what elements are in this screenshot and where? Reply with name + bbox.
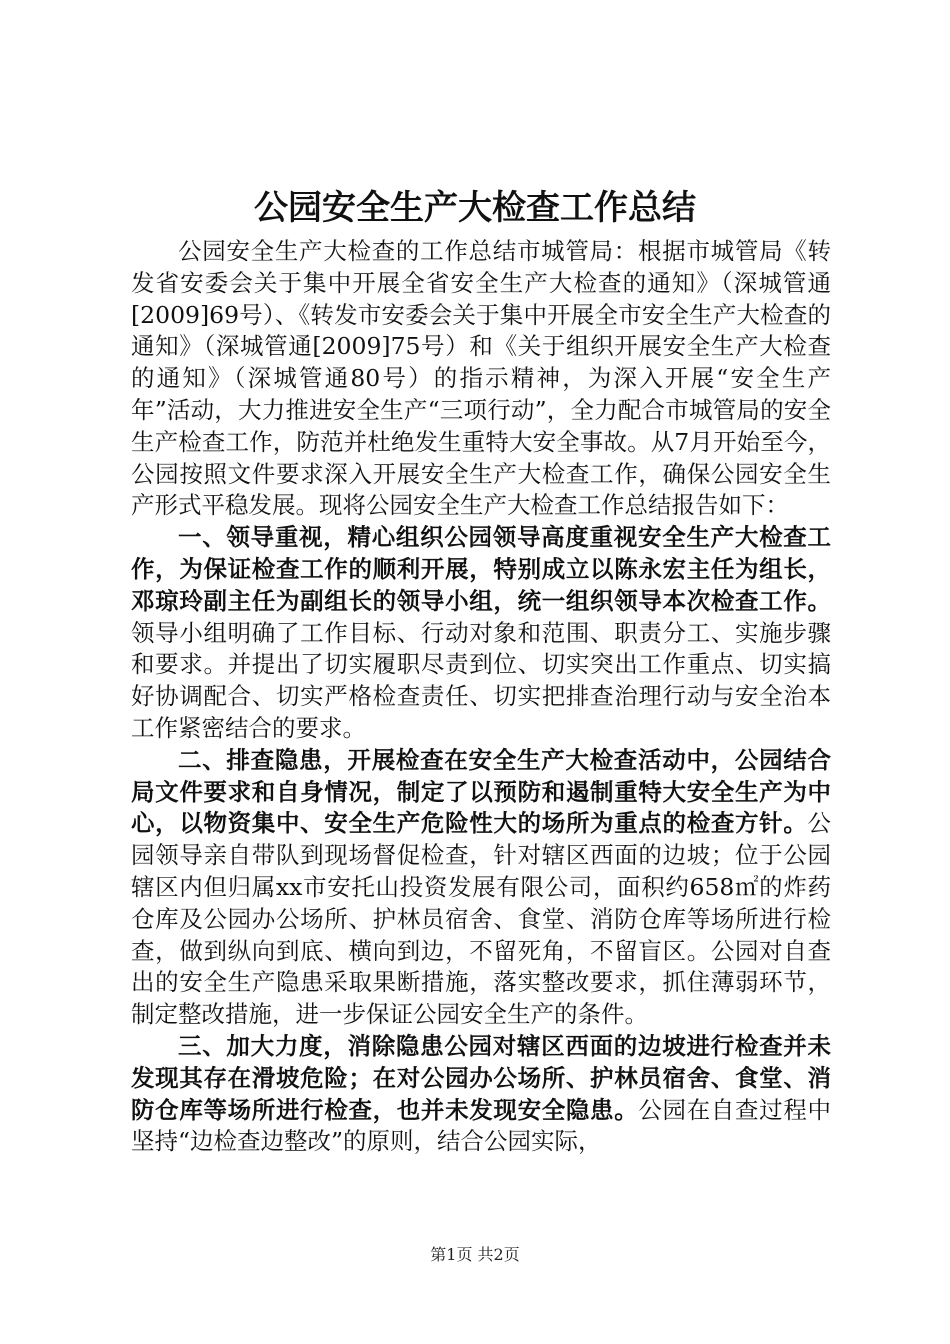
document-body	[131, 236, 831, 1158]
intro-paragraph: 公园安全生产大检查的工作总结市城管局：根据市城管局《转发省安委会关于集中开展全省安全生产大检查的通知》（深城管通[2009]69号）、《转发市安委会关于集中开展全市安全生产大检查的通知》（深城管通[2009]75号）和《关于组织开展安全生产大检查的通知》（深城管通80号）的指示精神，为深入开展“安全生产年”活动，大力推进安全生产“三项行动”，全力配合市城管局的安全生产检查工作，防范并杜绝发生重特大安全事故。从7月开始至今，公园按照文件要求深入开展安全生产大检查工作，确保公园安全生产形式平稳发展。现将公园安全生产大检查工作总结报告如下：	[131, 237, 831, 520]
section-1-heading: 一、领导重视，精心组织公园领导高度重视安全生产大检查工作，为保证检查工作的顺利开展，特别成立以陈永宏主任为组长，邓琼玲副主任为副组长的领导小组，统一组织领导本次检查工作。	[131, 523, 831, 615]
section-3-paragraph	[131, 1031, 831, 1158]
section-1-paragraph	[131, 522, 831, 745]
page-number-footer: 第1页 共2页	[430, 1245, 520, 1264]
section-2-paragraph	[131, 745, 831, 1031]
section-2-text: 公园领导亲自带队到现场督促检查，针对辖区西面的边坡；位于公园辖区内但归属xx市安托山投资发展有限公司，面积约658㎡的炸药仓库及公园办公场所、护林员宿舍、食堂、消防仓库等场所进行检查，做到纵向到底、横向到边，不留死角，不留盲区。公园对自查出的安全生产隐患采取果断措施，落实整改要求，抓住薄弱环节，制定整改措施，进一步保证公园安全生产的条件。	[131, 809, 831, 1029]
section-3-heading: 三、加大力度，消除隐患公园对辖区西面的边坡进行检查并未发现其存在滑坡危险；在对公园办公场所、护林员宿舍、食堂、消防仓库等场所进行检查，也并未发现安全隐患。	[131, 1031, 831, 1124]
section-1-text: 领导小组明确了工作目标、行动对象和范围、职责分工、实施步骤和要求。并提出了切实履职尽责到位、切实突出工作重点、切实搞好协调配合、切实严格检查责任、切实把排查治理行动与安全治本工作紧密结合的要求。	[131, 618, 831, 742]
document-title: 公园安全生产大检查工作总结	[254, 188, 696, 228]
section-3-text: 公园在自查过程中坚持“边检查边整改”的原则，结合公园实际，	[131, 1095, 831, 1156]
section-2-heading: 二、排查隐患，开展检查在安全生产大检查活动中，公园结合局文件要求和自身情况，制定了以预防和遏制重特大安全生产为中心，以物资集中、安全生产危险性大的场所为重点的检查方针。	[131, 745, 831, 838]
